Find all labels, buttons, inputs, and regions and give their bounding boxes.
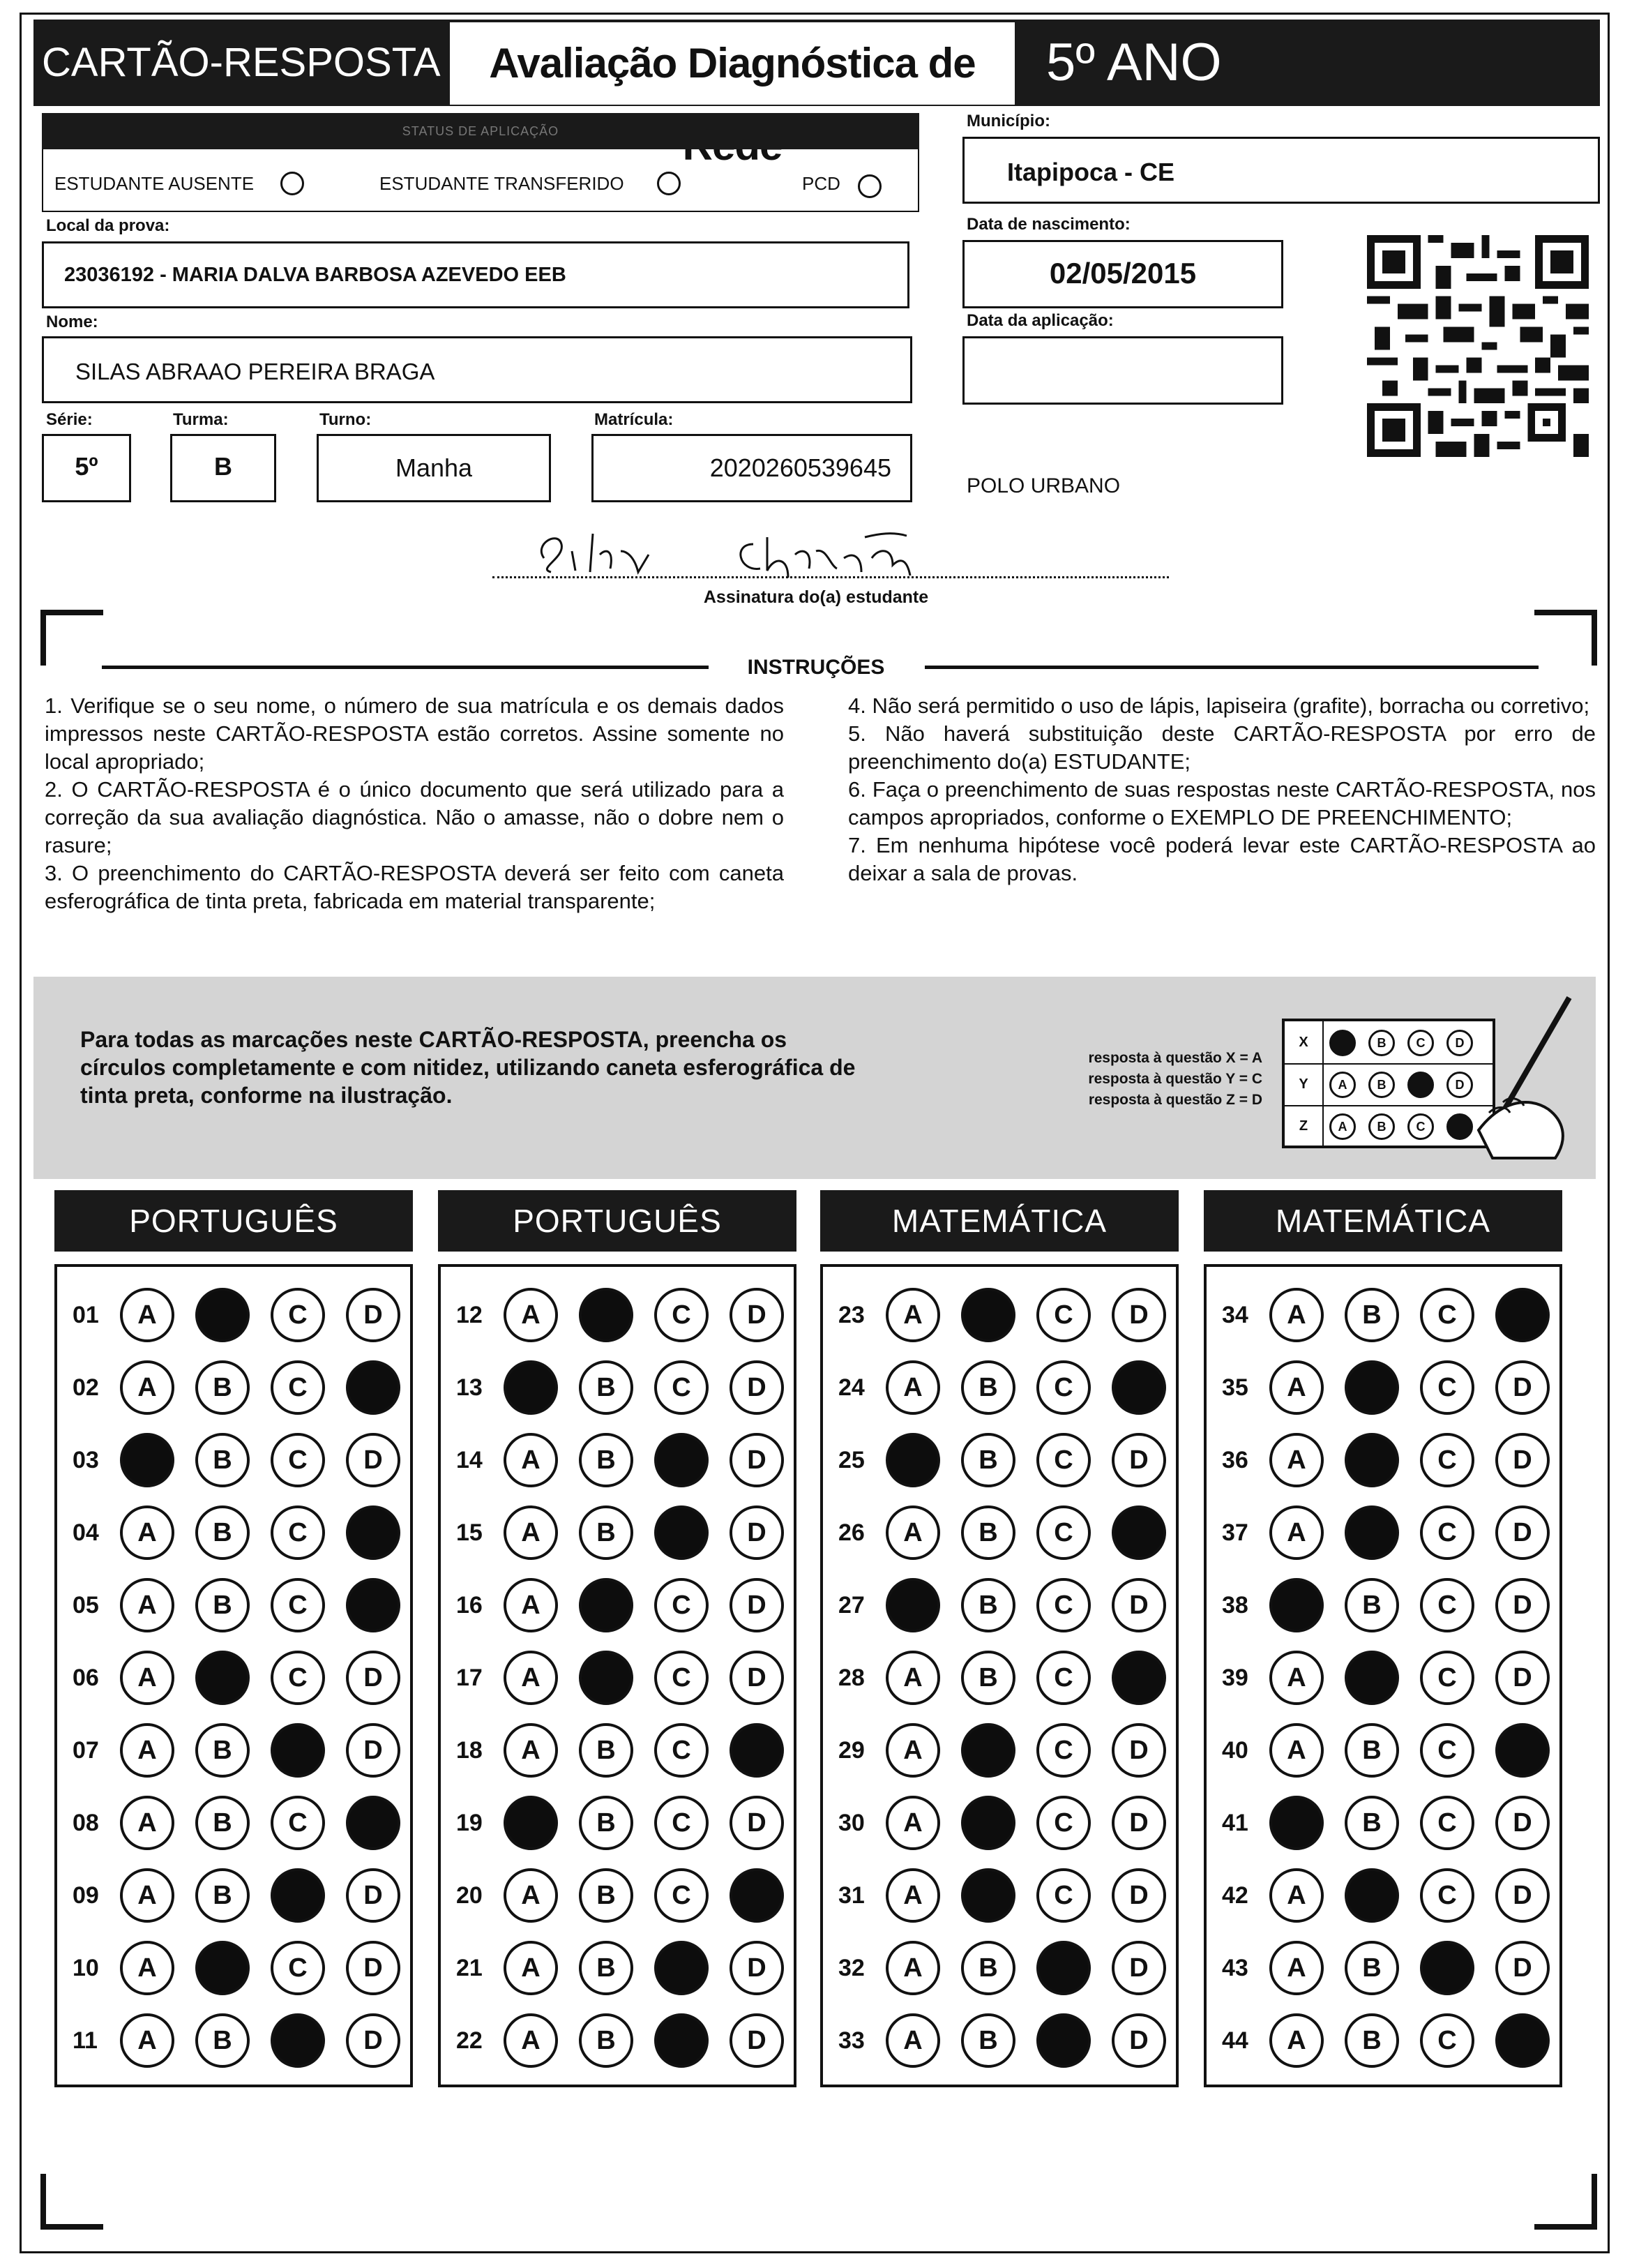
answer-bubble-d[interactable]: D [346, 1288, 400, 1342]
question-number: 34 [1222, 1302, 1248, 1328]
instruction-item: 3. O preenchimento do CARTÃO-RESPOSTA deverá ser feito com caneta esferográfica de tinta preta, fabricada em material transparente; [45, 861, 784, 913]
answer-bubble-b[interactable]: B [1345, 1723, 1399, 1778]
answer-bubble-c[interactable] [271, 1723, 325, 1778]
answer-bubble-c[interactable]: C [271, 1941, 325, 1995]
question-number: 24 [838, 1374, 865, 1401]
matricula-label: Matrícula: [594, 410, 674, 429]
example-row [1285, 1063, 1493, 1106]
answer-bubble-c[interactable]: C [654, 1868, 709, 1923]
absent-checkbox[interactable] [280, 172, 304, 195]
answer-bubble-b[interactable] [1345, 1433, 1399, 1487]
answer-bubble-c[interactable]: C [271, 1288, 325, 1342]
answer-bubble-d[interactable] [346, 1360, 400, 1415]
answer-bubble-b[interactable]: B [579, 1868, 633, 1923]
question-number: 41 [1222, 1810, 1248, 1836]
section-title: MATEMÁTICA [820, 1190, 1179, 1252]
answer-bubble-d[interactable]: D [730, 1505, 784, 1560]
answer-bubble-a[interactable]: A [1269, 1651, 1324, 1705]
answer-bubble-c[interactable]: C [1420, 1288, 1474, 1342]
answer-bubble-d[interactable]: D [1112, 1578, 1166, 1632]
answer-bubble-c[interactable]: C [1420, 1868, 1474, 1923]
answer-bubble-a[interactable] [504, 1360, 558, 1415]
turma-label: Turma: [173, 410, 229, 429]
question-number: 14 [456, 1447, 483, 1473]
example-question-label: X [1285, 1021, 1324, 1063]
turno-value: Manha [395, 453, 473, 482]
answer-bubble-d[interactable] [730, 1723, 784, 1778]
answer-bubble-a[interactable]: A [120, 1360, 174, 1415]
answer-bubble-a[interactable]: A [504, 1868, 558, 1923]
question-number: 40 [1222, 1737, 1248, 1764]
instruction-item: 2. O CARTÃO-RESPOSTA é o único documento que será utilizado para a correção da sua avaliação diagnóstica. Não o amasse, não o dobre nem o rasure; [45, 777, 784, 857]
answer-bubble-b[interactable]: B [195, 1578, 250, 1632]
answer-bubble-d[interactable] [346, 1796, 400, 1850]
example-bubble-c: C [1407, 1113, 1434, 1140]
answer-bubble-a[interactable] [886, 1578, 940, 1632]
answer-bubble-b[interactable]: B [579, 1723, 633, 1778]
exam-title: Avaliação Diagnóstica de [450, 22, 1015, 105]
answer-bubble-b[interactable]: B [195, 1868, 250, 1923]
answer-bubble-c[interactable]: C [1420, 1796, 1474, 1850]
aplicacao-field [962, 336, 1283, 405]
example-bubble-a: A [1329, 1113, 1356, 1140]
answer-bubble-b[interactable]: B [961, 2013, 1015, 2068]
answer-bubble-c[interactable]: C [1036, 1868, 1091, 1923]
question-number: 39 [1222, 1665, 1248, 1691]
answer-bubble-a[interactable]: A [886, 1360, 940, 1415]
answer-bubble-c[interactable]: C [271, 1651, 325, 1705]
answer-bubble-d[interactable] [346, 1578, 400, 1632]
example-bubble-d: D [1446, 1030, 1473, 1056]
answer-bubble-d[interactable]: D [1495, 1941, 1550, 1995]
question-number: 01 [73, 1302, 99, 1328]
answer-bubble-d[interactable]: D [346, 2013, 400, 2068]
question-number: 33 [838, 2027, 865, 2054]
answer-bubble-a[interactable]: A [504, 1651, 558, 1705]
example-legend [1011, 1048, 1262, 1111]
answer-bubble-c[interactable] [271, 1868, 325, 1923]
question-number: 04 [73, 1519, 99, 1546]
answer-bubble-b[interactable] [579, 1288, 633, 1342]
nascimento-value: 02/05/2015 [1049, 257, 1197, 290]
answer-bubble-c[interactable]: C [271, 1505, 325, 1560]
answer-bubble-c[interactable]: C [654, 1360, 709, 1415]
aplicacao-label: Data da aplicação: [967, 311, 1114, 330]
answer-bubble-b[interactable]: B [579, 1360, 633, 1415]
answer-bubble-c[interactable] [1036, 1941, 1091, 1995]
answer-bubble-c[interactable]: C [654, 1578, 709, 1632]
answer-bubble-d[interactable] [1112, 1360, 1166, 1415]
answer-bubble-b[interactable] [961, 1288, 1015, 1342]
example-row [1285, 1105, 1493, 1147]
answer-bubble-a[interactable]: A [120, 1796, 174, 1850]
answer-bubble-c[interactable]: C [1420, 2013, 1474, 2068]
answer-bubble-c[interactable]: C [1036, 1723, 1091, 1778]
answer-bubble-c[interactable]: C [1420, 1651, 1474, 1705]
transferred-checkbox[interactable] [657, 172, 681, 195]
answer-bubble-d[interactable]: D [1495, 1433, 1550, 1487]
grade-label: 5º ANO [1046, 33, 1222, 92]
section-title: PORTUGUÊS [54, 1190, 413, 1252]
answer-bubble-c[interactable] [271, 2013, 325, 2068]
answer-bubble-c[interactable]: C [271, 1360, 325, 1415]
instruction-item: 5. Não haverá substituição deste CARTÃO-RESPOSTA por erro de preenchimento do(a) ESTUDANTE; [848, 721, 1596, 774]
answer-bubble-a[interactable]: A [504, 1941, 558, 1995]
serie-value: 5º [75, 452, 98, 481]
answer-bubble-d[interactable]: D [1495, 1505, 1550, 1560]
example-legend-item: resposta à questão X = A [1088, 1050, 1262, 1066]
answer-bubble-b[interactable] [961, 1723, 1015, 1778]
answer-bubble-c[interactable]: C [654, 1723, 709, 1778]
answer-bubble-a[interactable]: A [886, 1505, 940, 1560]
question-number: 22 [456, 2027, 483, 2054]
question-number: 02 [73, 1374, 99, 1401]
answer-bubble-c[interactable]: C [1036, 1651, 1091, 1705]
answer-bubble-d[interactable]: D [730, 1433, 784, 1487]
instruction-item: 1. Verifique se o seu nome, o número de sua matrícula e os demais dados impressos neste CARTÃO-RESPOSTA estão corretos. Assine somente no local apropriado; [45, 693, 784, 774]
question-number: 37 [1222, 1519, 1248, 1546]
question-number: 23 [838, 1302, 865, 1328]
answer-bubble-d[interactable]: D [730, 1651, 784, 1705]
answer-bubble-a[interactable] [1269, 1796, 1324, 1850]
signature-label: Assinatura do(a) estudante [703, 587, 929, 607]
answer-bubble-d[interactable] [1112, 1505, 1166, 1560]
answer-bubble-c[interactable]: C [1036, 1505, 1091, 1560]
answer-bubble-d[interactable]: D [1112, 1941, 1166, 1995]
answer-bubble-d[interactable]: D [346, 1723, 400, 1778]
answer-bubble-b[interactable]: B [195, 1723, 250, 1778]
turma-value: B [214, 452, 232, 481]
answer-bubble-b[interactable] [1345, 1868, 1399, 1923]
answer-bubble-a[interactable]: A [504, 1505, 558, 1560]
answer-bubble-b[interactable] [195, 1651, 250, 1705]
answer-bubble-d[interactable]: D [730, 1360, 784, 1415]
question-number: 38 [1222, 1592, 1248, 1619]
answer-bubble-b[interactable] [579, 1578, 633, 1632]
answer-bubble-d[interactable]: D [730, 1578, 784, 1632]
answer-bubble-b[interactable] [195, 1288, 250, 1342]
answer-bubble-b[interactable]: B [579, 1505, 633, 1560]
answer-bubble-b[interactable]: B [1345, 1288, 1399, 1342]
answer-bubble-a[interactable]: A [886, 1941, 940, 1995]
answer-bubble-c[interactable]: C [271, 1433, 325, 1487]
answer-bubble-a[interactable]: A [120, 1651, 174, 1705]
question-number: 08 [73, 1810, 99, 1836]
answer-bubble-b[interactable]: B [1345, 2013, 1399, 2068]
answer-bubble-a[interactable] [120, 1433, 174, 1487]
question-number: 19 [456, 1810, 483, 1836]
pcd-checkbox[interactable] [858, 174, 882, 198]
pcd-label: PCD [802, 173, 840, 194]
answer-bubble-a[interactable]: A [120, 1505, 174, 1560]
answer-bubble-d[interactable]: D [1112, 1868, 1166, 1923]
question-number: 17 [456, 1665, 483, 1691]
section-title: MATEMÁTICA [1204, 1190, 1562, 1252]
matricula-value: 2020260539645 [709, 453, 891, 482]
answer-bubble-b[interactable]: B [195, 1796, 250, 1850]
answer-bubble-d[interactable] [346, 1505, 400, 1560]
question-number: 13 [456, 1374, 483, 1401]
question-number: 43 [1222, 1955, 1248, 1981]
answer-bubble-c[interactable] [1420, 1941, 1474, 1995]
question-number: 21 [456, 1955, 483, 1981]
question-number: 42 [1222, 1882, 1248, 1909]
answer-bubble-b[interactable]: B [579, 1941, 633, 1995]
example-question-label: Y [1285, 1063, 1324, 1105]
answer-bubble-a[interactable]: A [504, 1578, 558, 1632]
answer-bubble-b[interactable] [1345, 1360, 1399, 1415]
example-bubble-b: B [1368, 1072, 1395, 1098]
answer-bubble-a[interactable]: A [120, 1723, 174, 1778]
answer-bubble-a[interactable]: A [1269, 1288, 1324, 1342]
answer-bubble-b[interactable] [961, 1868, 1015, 1923]
answer-bubble-a[interactable]: A [886, 2013, 940, 2068]
answer-bubble-c[interactable]: C [1420, 1433, 1474, 1487]
qr-code-icon [1367, 234, 1589, 458]
corner-bottom-left-icon [40, 2174, 103, 2230]
answer-bubble-c[interactable] [654, 2013, 709, 2068]
question-number: 30 [838, 1810, 865, 1836]
question-number: 29 [838, 1737, 865, 1764]
answer-bubble-a[interactable]: A [504, 1433, 558, 1487]
question-number: 44 [1222, 2027, 1248, 2054]
answer-bubble-a[interactable]: A [886, 1288, 940, 1342]
question-number: 16 [456, 1592, 483, 1619]
question-number: 35 [1222, 1374, 1248, 1401]
question-number: 20 [456, 1882, 483, 1909]
answer-bubble-c[interactable]: C [1420, 1723, 1474, 1778]
answer-bubble-c[interactable]: C [1420, 1360, 1474, 1415]
answer-bubble-b[interactable] [579, 1651, 633, 1705]
nome-label: Nome: [46, 313, 98, 331]
question-number: 27 [838, 1592, 865, 1619]
question-number: 26 [838, 1519, 865, 1546]
polo-label: POLO URBANO [967, 474, 1121, 497]
answer-bubble-c[interactable]: C [1036, 1288, 1091, 1342]
instructions-left [45, 692, 784, 915]
answer-bubble-c[interactable] [654, 1505, 709, 1560]
answer-bubble-b[interactable] [961, 1796, 1015, 1850]
question-number: 05 [73, 1592, 99, 1619]
answer-bubble-c[interactable]: C [1036, 1578, 1091, 1632]
answer-bubble-b[interactable]: B [579, 1796, 633, 1850]
turno-label: Turno: [319, 410, 372, 429]
answer-bubble-b[interactable]: B [961, 1651, 1015, 1705]
answer-bubble-d[interactable]: D [1112, 1796, 1166, 1850]
answer-bubble-a[interactable]: A [886, 1796, 940, 1850]
signature-icon [530, 516, 1018, 579]
answer-bubble-b[interactable] [1345, 1505, 1399, 1560]
question-number: 06 [73, 1665, 99, 1691]
example-bubble-c [1407, 1072, 1434, 1098]
answer-bubble-d[interactable]: D [730, 1288, 784, 1342]
section-title: PORTUGUÊS [438, 1190, 796, 1252]
instruction-item: 6. Faça o preenchimento de suas respostas neste CARTÃO-RESPOSTA, nos campos apropriados, conforme o EXEMPLO DE PREENCHIMENTO; [848, 777, 1596, 829]
answer-bubble-a[interactable]: A [504, 1288, 558, 1342]
instructions-right [848, 692, 1596, 887]
hand-pen-icon [1465, 991, 1583, 1165]
answer-bubble-b[interactable]: B [579, 2013, 633, 2068]
question-number: 32 [838, 1955, 865, 1981]
answer-bubble-d[interactable]: D [346, 1868, 400, 1923]
answer-bubble-a[interactable]: A [1269, 1868, 1324, 1923]
answer-bubble-d[interactable] [1495, 1723, 1550, 1778]
signature-line [492, 576, 1169, 578]
answer-bubble-b[interactable]: B [195, 1505, 250, 1560]
municipio-value: Itapipoca - CE [1007, 158, 1175, 186]
answer-bubble-c[interactable]: C [654, 1288, 709, 1342]
nascimento-label: Data de nascimento: [967, 215, 1131, 234]
example-legend-item: resposta à questão Y = C [1088, 1071, 1262, 1087]
answer-bubble-d[interactable]: D [346, 1433, 400, 1487]
answer-bubble-b[interactable]: B [1345, 1796, 1399, 1850]
question-number: 12 [456, 1302, 483, 1328]
answer-bubble-c[interactable]: C [654, 1796, 709, 1850]
example-row [1285, 1021, 1493, 1065]
example-text: Para todas as marcações neste CARTÃO-RESPOSTA, preencha os círculos completamente e com nitidez, utilizando caneta esferográfica de tinta preta, conforme na ilustração. [80, 1027, 856, 1108]
answer-bubble-c[interactable]: C [1036, 1360, 1091, 1415]
answer-bubble-d[interactable]: D [1495, 1868, 1550, 1923]
answer-bubble-a[interactable]: A [1269, 1505, 1324, 1560]
answer-bubble-b[interactable]: B [195, 1360, 250, 1415]
example-question-label: Z [1285, 1105, 1324, 1147]
answer-bubble-b[interactable]: B [961, 1360, 1015, 1415]
answer-bubble-c[interactable]: C [1036, 1433, 1091, 1487]
answer-bubble-a[interactable]: A [120, 1578, 174, 1632]
local-label: Local da prova: [46, 216, 170, 235]
question-number: 28 [838, 1665, 865, 1691]
corner-bottom-right-icon [1534, 2174, 1597, 2230]
answer-bubble-d[interactable]: D [1112, 1433, 1166, 1487]
question-number: 07 [73, 1737, 99, 1764]
answer-bubble-b[interactable]: B [961, 1505, 1015, 1560]
answer-bubble-d[interactable]: D [346, 1651, 400, 1705]
question-number: 09 [73, 1882, 99, 1909]
serie-label: Série: [46, 410, 93, 429]
example-bubble-b: B [1368, 1113, 1395, 1140]
question-number: 18 [456, 1737, 483, 1764]
instruction-item: 7. Em nenhuma hipótese você poderá levar este CARTÃO-RESPOSTA ao deixar a sala de provas. [848, 833, 1596, 885]
example-bubble-c: C [1407, 1030, 1434, 1056]
answer-bubble-b[interactable]: B [195, 2013, 250, 2068]
answer-bubble-b[interactable]: B [961, 1941, 1015, 1995]
answer-bubble-a[interactable]: A [120, 1868, 174, 1923]
answer-bubble-b[interactable]: B [1345, 1578, 1399, 1632]
answer-bubble-a[interactable]: A [1269, 1941, 1324, 1995]
example-bubble-a: A [1329, 1072, 1356, 1098]
answer-bubble-d[interactable] [1112, 1651, 1166, 1705]
answer-bubble-b[interactable]: B [961, 1578, 1015, 1632]
question-number: 36 [1222, 1447, 1248, 1473]
answer-bubble-d[interactable] [1495, 1288, 1550, 1342]
question-number: 10 [73, 1955, 99, 1981]
answer-bubble-c[interactable] [654, 1433, 709, 1487]
answer-bubble-d[interactable]: D [1112, 2013, 1166, 2068]
transferred-label: ESTUDANTE TRANSFERIDO [379, 173, 624, 194]
answer-bubble-a[interactable]: A [1269, 2013, 1324, 2068]
municipio-label: Município: [967, 112, 1050, 130]
answer-bubble-c[interactable]: C [271, 1578, 325, 1632]
answer-bubble-a[interactable]: A [504, 2013, 558, 2068]
answer-bubble-d[interactable]: D [1112, 1723, 1166, 1778]
answer-bubble-b[interactable] [1345, 1651, 1399, 1705]
question-number: 03 [73, 1447, 99, 1473]
answer-bubble-c[interactable] [1036, 2013, 1091, 2068]
answer-bubble-a[interactable] [504, 1796, 558, 1850]
answer-bubble-d[interactable] [1495, 2013, 1550, 2068]
question-number: 31 [838, 1882, 865, 1909]
local-value: 23036192 - MARIA DALVA BARBOSA AZEVEDO EEB [64, 264, 566, 286]
answer-bubble-c[interactable] [654, 1941, 709, 1995]
answer-bubble-d[interactable]: D [730, 2013, 784, 2068]
absent-label: ESTUDANTE AUSENTE [54, 173, 255, 194]
answer-bubble-c[interactable]: C [271, 1796, 325, 1850]
instruction-item: 4. Não será permitido o uso de lápis, lapiseira (grafite), borracha ou corretivo; [848, 693, 1590, 718]
question-number: 15 [456, 1519, 483, 1546]
answer-bubble-b[interactable]: B [195, 1433, 250, 1487]
answer-bubble-d[interactable]: D [730, 1941, 784, 1995]
answer-bubble-a[interactable]: A [120, 1288, 174, 1342]
answer-bubble-d[interactable]: D [1495, 1651, 1550, 1705]
example-bubble-b: B [1368, 1030, 1395, 1056]
instructions-title: INSTRUÇÕES [747, 656, 885, 679]
answer-bubble-a[interactable]: A [886, 1723, 940, 1778]
answer-bubble-b[interactable]: B [1345, 1941, 1399, 1995]
question-number: 11 [73, 2027, 98, 2054]
answer-bubble-a[interactable]: A [1269, 1360, 1324, 1415]
example-legend-item: resposta à questão Z = D [1088, 1092, 1262, 1108]
card-title: CARTÃO-RESPOSTA [42, 40, 441, 85]
example-grid [1282, 1019, 1495, 1148]
answer-bubble-c[interactable]: C [654, 1651, 709, 1705]
answer-bubble-d[interactable]: D [346, 1941, 400, 1995]
status-bar: STATUS DE APLICAÇÃO [42, 113, 919, 149]
answer-bubble-d[interactable]: D [1495, 1796, 1550, 1850]
answer-bubble-a[interactable]: A [886, 1868, 940, 1923]
answer-bubble-c[interactable]: C [1420, 1505, 1474, 1560]
answer-bubble-b[interactable]: B [579, 1433, 633, 1487]
answer-bubble-a[interactable]: A [120, 2013, 174, 2068]
answer-bubble-d[interactable]: D [1495, 1360, 1550, 1415]
answer-bubble-d[interactable]: D [730, 1796, 784, 1850]
answer-bubble-c[interactable]: C [1420, 1578, 1474, 1632]
example-bubble-d: D [1446, 1072, 1473, 1098]
answer-bubble-d[interactable]: D [1112, 1288, 1166, 1342]
answer-bubble-a[interactable]: A [886, 1651, 940, 1705]
answer-bubble-a[interactable]: A [504, 1723, 558, 1778]
answer-bubble-c[interactable]: C [1036, 1796, 1091, 1850]
answer-bubble-a[interactable]: A [120, 1941, 174, 1995]
answer-bubble-d[interactable] [730, 1868, 784, 1923]
answer-bubble-a[interactable]: A [1269, 1723, 1324, 1778]
nome-value: SILAS ABRAAO PEREIRA BRAGA [75, 359, 435, 384]
answer-bubble-b[interactable] [195, 1941, 250, 1995]
answer-bubble-b[interactable]: B [961, 1433, 1015, 1487]
answer-bubble-a[interactable] [1269, 1578, 1324, 1632]
answer-bubble-a[interactable]: A [1269, 1433, 1324, 1487]
question-number: 25 [838, 1447, 865, 1473]
answer-bubble-d[interactable]: D [1495, 1578, 1550, 1632]
example-bubble-a [1329, 1030, 1356, 1056]
answer-bubble-a[interactable] [886, 1433, 940, 1487]
